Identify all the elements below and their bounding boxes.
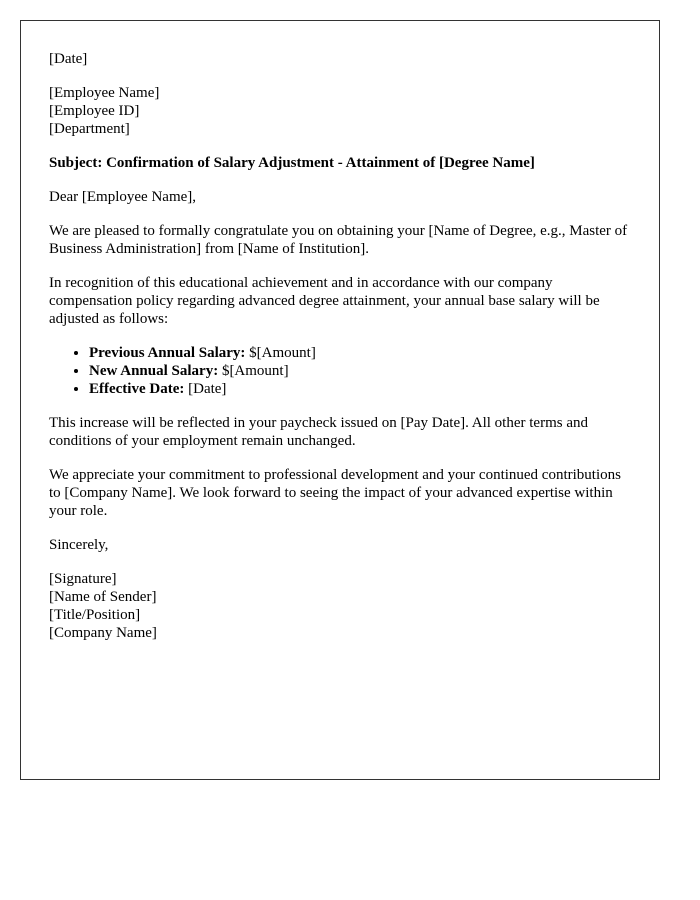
- date-block: [49, 50, 631, 68]
- letter-date: [Date]: [49, 51, 88, 67]
- sender-name: [Name of Sender]: [49, 589, 157, 605]
- appreciation-paragraph: We appreciate your commitment to professional development and your continued contributions to [Company Name]. We look forward to seeing the impact of your advanced expertise within your role.: [49, 467, 621, 519]
- subject-line: Subject: Confirmation of Salary Adjustment - Attainment of [Degree Name]: [49, 155, 535, 171]
- recognition-paragraph: In recognition of this educational achievement and in accordance with our company compensation policy regarding advanced degree attainment, your annual base salary will be adjusted as follows:: [49, 275, 600, 327]
- congrats-paragraph: We are pleased to formally congratulate you on obtaining your [Name of Degree, e.g., Master of Business Administration] from [Name of Institution].: [49, 223, 628, 257]
- recipient-department: [Department]: [49, 121, 130, 137]
- closing: Sincerely,: [49, 537, 109, 553]
- salary-item-value: [Date]: [184, 381, 227, 397]
- list-item: [89, 344, 631, 362]
- list-item: [89, 362, 631, 380]
- recipient-name: [Employee Name]: [49, 85, 160, 101]
- salary-item-value: $[Amount]: [245, 345, 316, 361]
- salary-item-label: Effective Date:: [89, 381, 185, 397]
- salary-item-label: Previous Annual Salary:: [89, 345, 246, 361]
- paycheck-paragraph: This increase will be reflected in your paycheck issued on [Pay Date]. All other terms and conditions of your employment remain unchanged.: [49, 415, 588, 449]
- signature: [Signature]: [49, 571, 117, 587]
- salary-list: [49, 344, 631, 398]
- greeting: Dear [Employee Name],: [49, 189, 197, 205]
- recipient-id: [Employee ID]: [49, 103, 140, 119]
- recipient-block: [49, 84, 631, 138]
- sender-title: [Title/Position]: [49, 607, 141, 623]
- salary-item-value: $[Amount]: [218, 363, 289, 379]
- sender-company: [Company Name]: [49, 625, 157, 641]
- letter-page: [20, 20, 660, 780]
- salary-item-label: New Annual Salary:: [89, 363, 219, 379]
- list-item: [89, 380, 631, 398]
- signature-block: [49, 570, 631, 642]
